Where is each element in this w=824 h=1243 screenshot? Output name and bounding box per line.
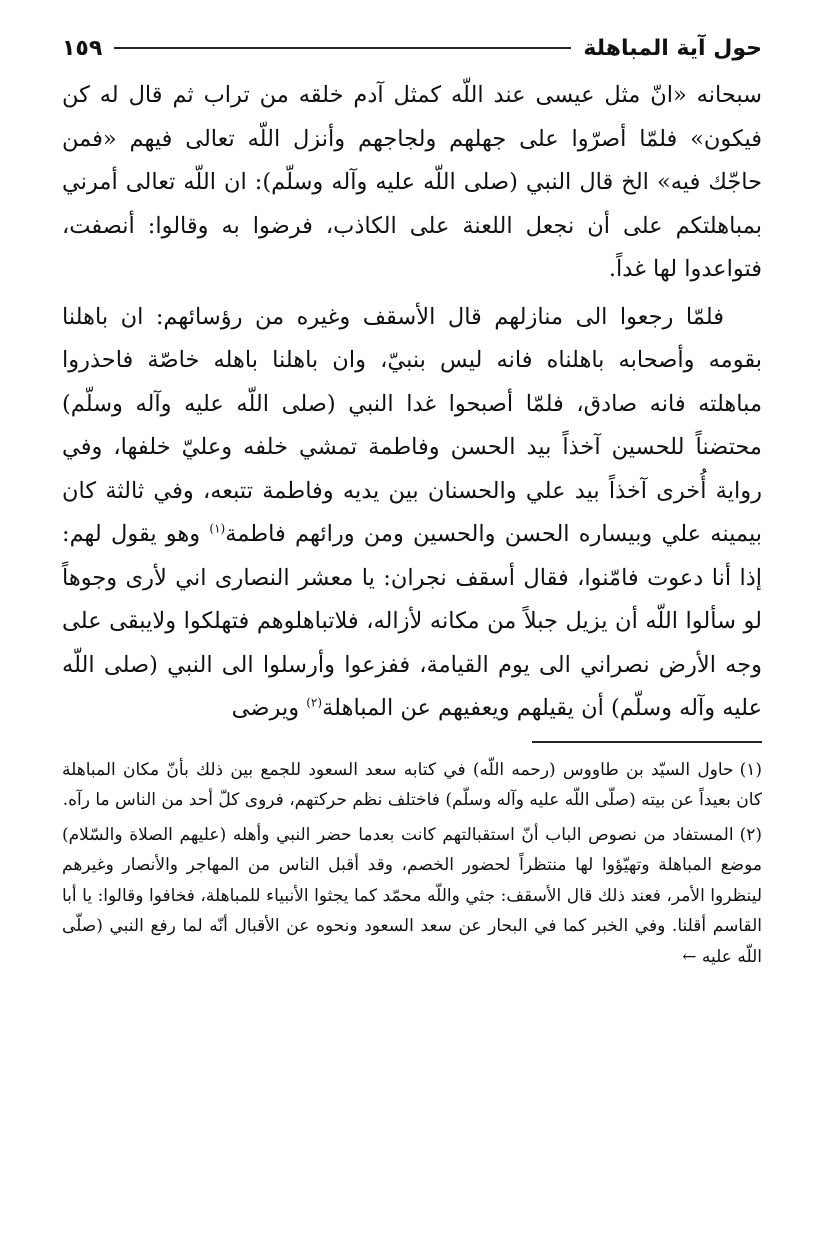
header-rule (114, 47, 571, 49)
main-text (62, 74, 762, 731)
paragraph-1: سبحانه «انّ مثل عيسى عند اللّه كمثل آدم خلقه من تراب ثم قال له كن فيكون» فلمّا أصرّوا على جهلهم ولجاجهم وأنزل اللّه تعالى فيهم «فمن حاجّك فيه» الخ قال النبي (صلى اللّه عليه وآله وسلّم): ان اللّه تعالى أمرني بمباهلتكم على أن نجعل اللعنة على الكاذب، فرضوا به وقالوا: أنصفت، فتواعدوا لها غداً. (62, 82, 762, 282)
footnotes (62, 755, 762, 973)
footnote-separator (532, 741, 762, 743)
footnote-ref-2: (٢) (306, 695, 323, 710)
paragraph-2-part-1: فلمّا رجعوا الى منازلهم قال الأسقف وغيره من رؤسائهم: ان باهلنا بقومه وأصحابه باهلناه فانه ليس بنبيّ، وان باهلنا باهله خاصّة فاحذروا مباهلته فانه صادق، فلمّا أصبحوا غدا النبي (صلى اللّه عليه وآله وسلّم) محتضناً للحسين آخذاً بيد الحسن وفاطمة تمشي خلفه وعليّ خلفها، وفي رواية أُخرى آخذاً بيد علي والحسنان بين يديه وفاطمة تتبعه، وفي ثالثة كان بيمينه علي وبيساره الحسن والحسين ومن ورائهم فاطمة (62, 303, 762, 547)
page-header (62, 28, 762, 68)
footnote-text: المستفاد من نصوص الباب أنّ استقبالتهم كانت بعدما حضر النبي وأهله (عليهم الصلاة والسّلام) موضع المباهلة وتهيّؤوا لها منتظراً لحضور الخصم، وقد أقبل الناس من المهاجر والأنصار وغيرهم لينظروا الأمر، فعند ذلك قال الأسقف: جثي واللّه محمّد كما يجثوا الأنبياء للمباهلة، فخافوا وقالوا: يا أبا القاسم أقلنا. وفي الخبر كما في البحار عن سعد السعود ونحوه عن الأقبال أنّه لما رفع النبي (صلّى اللّه عليه ← (62, 824, 762, 967)
page-number: ١٥٩ (62, 35, 103, 61)
book-page (62, 28, 762, 1208)
paragraph-2-part-2: وهو يقول لهم: إذا أنا دعوت فامّنوا، فقال أسقف نجران: يا معشر النصارى اني لأرى وجوهاً لو سألوا اللّه أن يزيل جبلاً من مكانه لأزاله، فلاتباهلوهم فتهلكوا ولايبقى على وجه الأرض نصراني الى يوم القيامة، ففزعوا وأرسلوا الى النبي (صلى اللّه عليه وآله وسلّم) أن يقيلهم ويعفيهم عن المباهلة (62, 521, 762, 721)
paragraph-2 (62, 296, 762, 731)
running-title: حول آية المباهلة (583, 35, 762, 61)
footnote-ref-1: (١) (209, 521, 226, 536)
footnote-2 (62, 820, 762, 973)
footnote-1 (62, 755, 762, 816)
footnote-number: (٢) (739, 824, 762, 845)
paragraph-2-part-3: ويرضى (231, 695, 307, 721)
footnote-number: (١) (739, 759, 762, 780)
footnote-text: حاول السيّد بن طاووس (رحمه اللّه) في كتابه سعد السعود للجمع بين ذلك بأنّ مكان المباهلة كان بعيداً عن بيته (صلّى اللّه عليه وآله وسلّم) فاختلف نظم حركتهم، فروى كلّ أحد من الناس ما رآه. (62, 759, 762, 810)
